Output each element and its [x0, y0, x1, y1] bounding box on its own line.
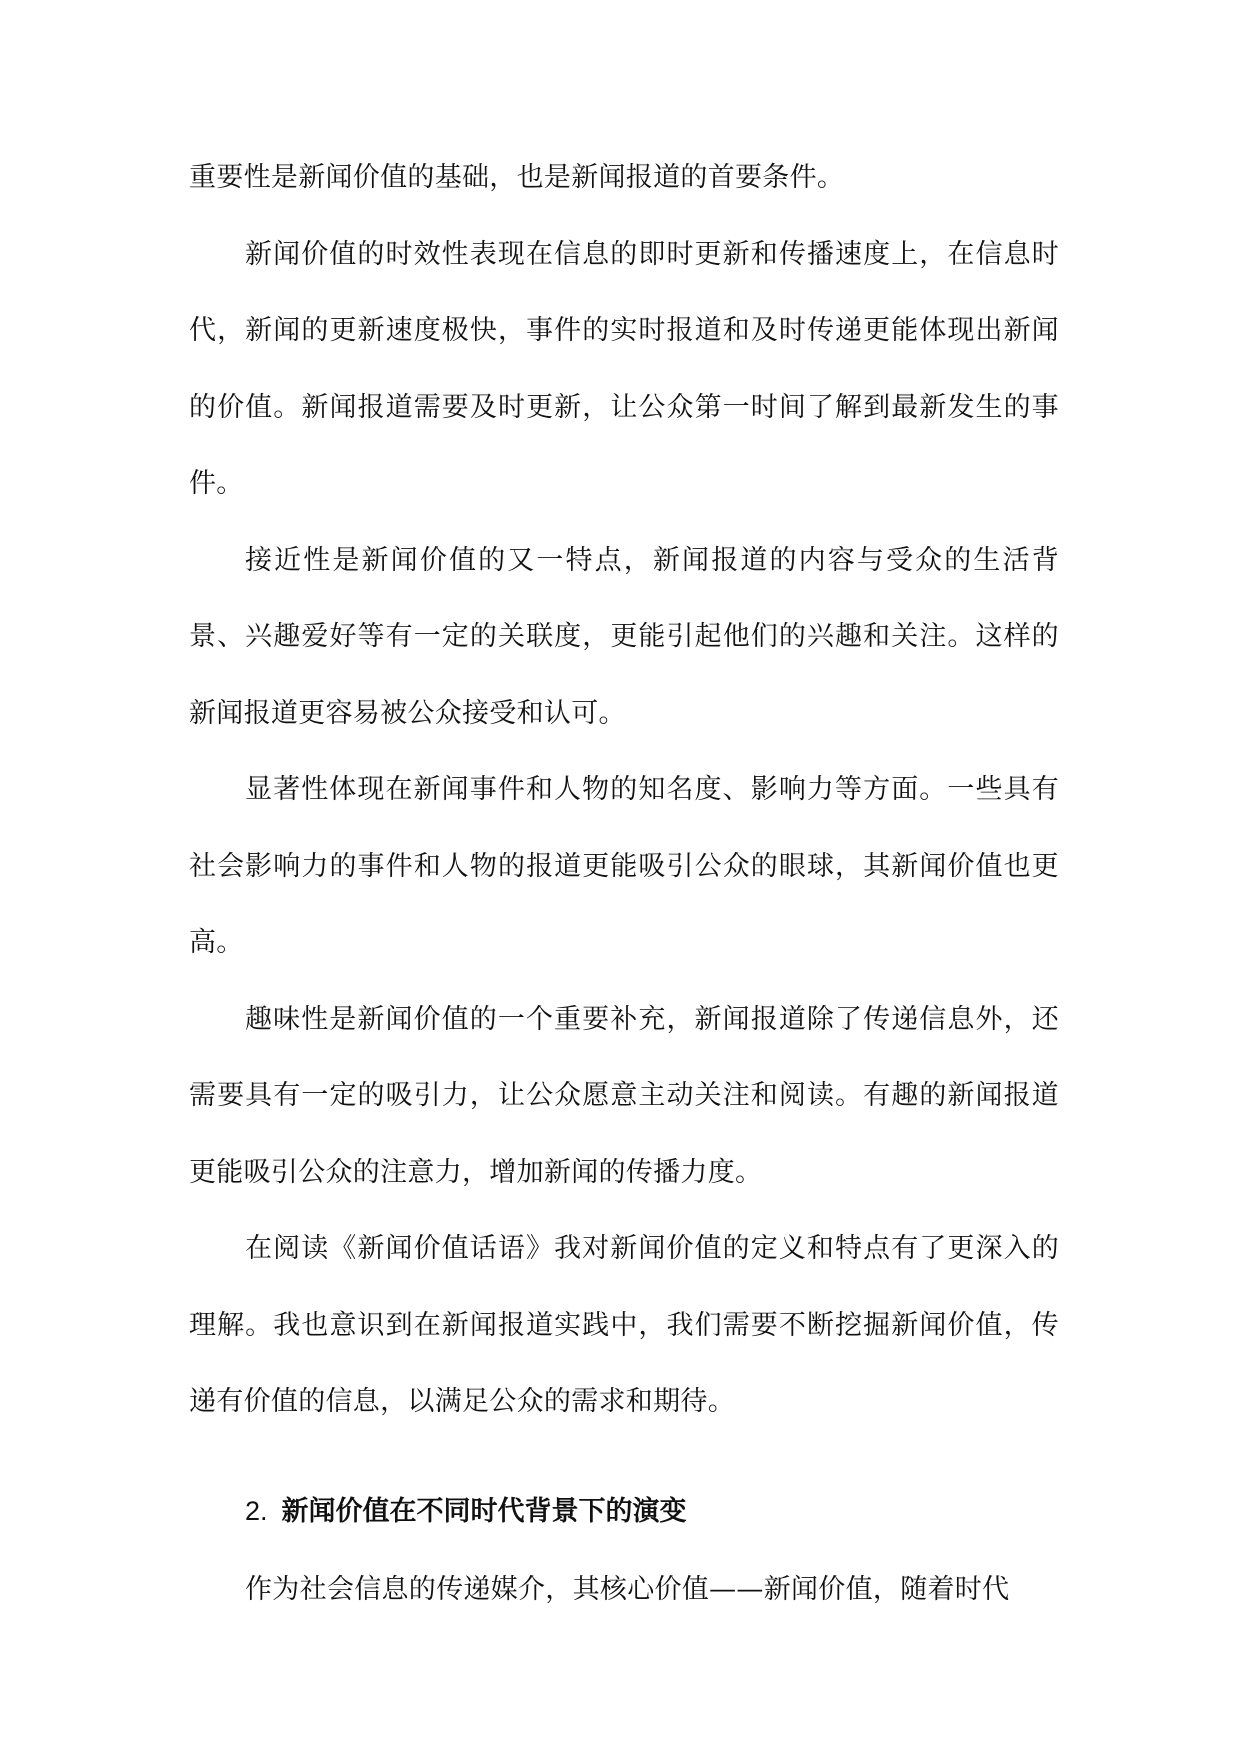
paragraph-interest: 趣味性是新闻价值的一个重要补充，新闻报道除了传递信息外，还需要具有一定的吸引力，让公众愿意主动关注和阅读。有趣的新闻报道更能吸引公众的注意力，增加新闻的传播力度。: [189, 1003, 1059, 1188]
document-body: [189, 140, 1059, 1628]
section-number: 2.: [245, 1495, 268, 1526]
paragraph-timeliness: 新闻价值的时效性表现在信息的即时更新和传播速度上，在信息时代，新闻的更新速度极快，事件的实时报道和及时传递更能体现出新闻的价值。新闻报道需要及时更新，让公众第一时间了解到最新发生的事件。: [189, 238, 1059, 499]
paragraph-prominence: 显著性体现在新闻事件和人物的知名度、影响力等方面。一些具有社会影响力的事件和人物的报道更能吸引公众的眼球，其新闻价值也更高。: [189, 774, 1059, 958]
paragraph-proximity: 接近性是新闻价值的又一特点，新闻报道的内容与受众的生活背景、兴趣爱好等有一定的关联度，更能引起他们的兴趣和关注。这样的新闻报道更容易被公众接受和认可。: [189, 544, 1059, 729]
section-title: 新闻价值在不同时代背景下的演变: [281, 1495, 687, 1527]
section-heading: [189, 1441, 1059, 1552]
paragraph-reflection: 在阅读《新闻价值话语》我对新闻价值的定义和特点有了更深入的理解。我也意识到在新闻报道实践中，我们需要不断挖掘新闻价值，传递有价值的信息，以满足公众的需求和期待。: [189, 1233, 1059, 1417]
paragraph-importance-continued: 重要性是新闻价值的基础，也是新闻报道的首要条件。: [189, 162, 845, 193]
paragraph-evolution-intro: 作为社会信息的传递媒介，其核心价值——新闻价值，随着时代: [245, 1573, 1010, 1605]
